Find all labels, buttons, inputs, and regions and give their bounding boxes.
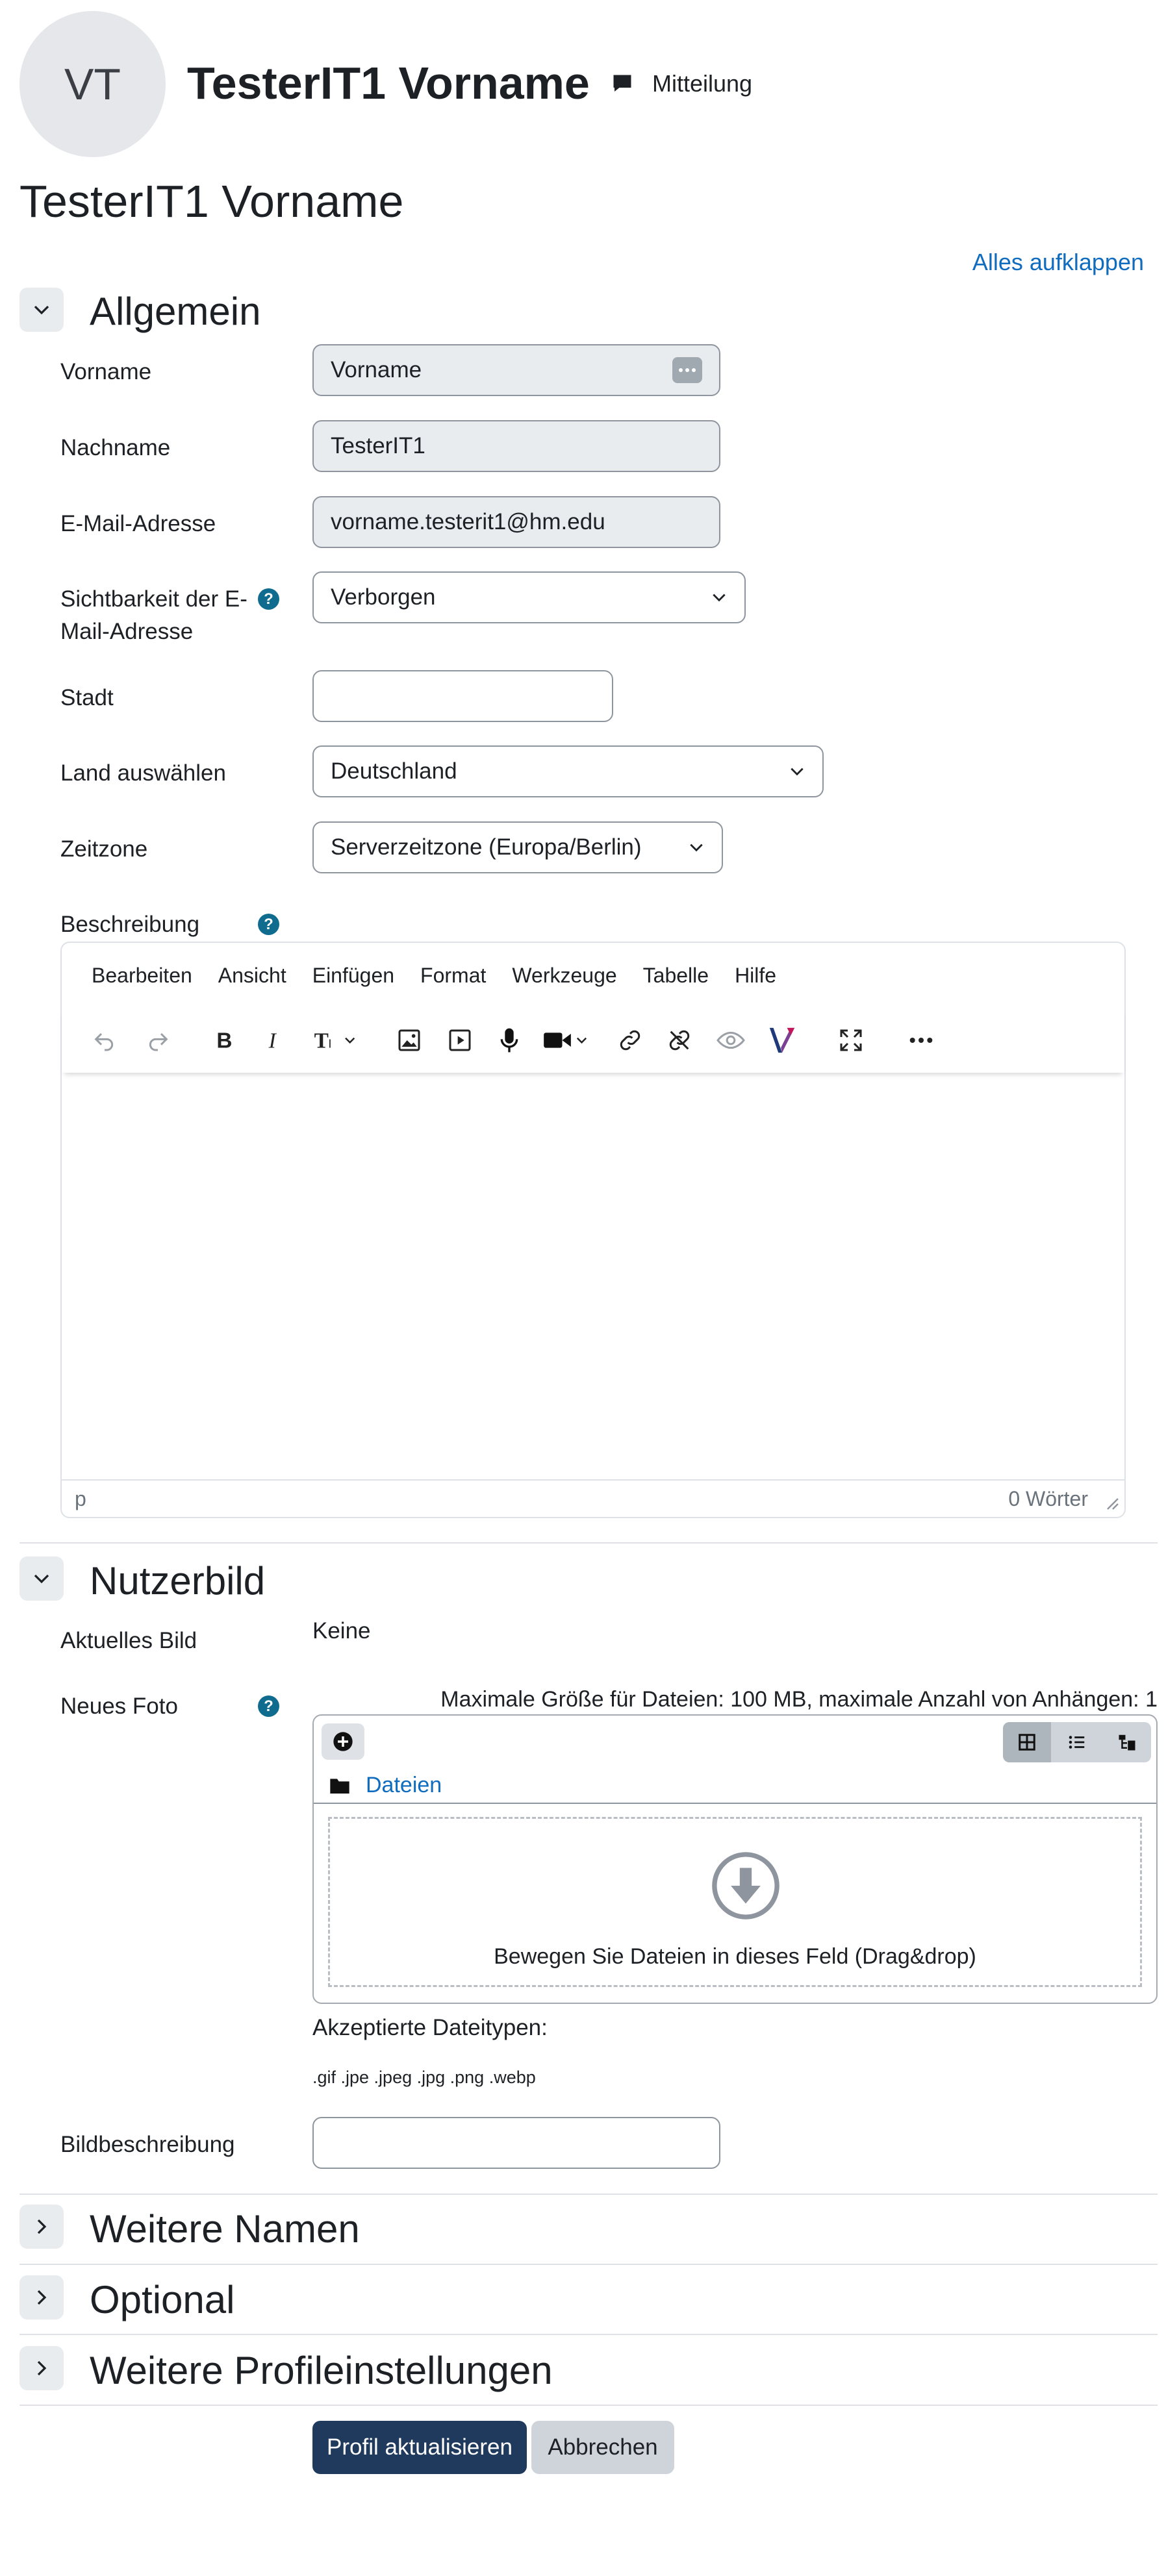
timezone-value: Serverzeitzone (Europa/Berlin): [331, 834, 642, 860]
editor-statusbar: [62, 1479, 1124, 1517]
firstname-label: Vorname: [60, 359, 152, 384]
country-value: Deutschland: [331, 758, 457, 784]
undo-icon[interactable]: [86, 1022, 123, 1058]
chevron-down-icon: [688, 839, 705, 856]
svg-text:T: T: [314, 1029, 329, 1053]
cancel-button[interactable]: Abbrechen: [531, 2421, 674, 2474]
rich-text-editor[interactable]: [60, 942, 1126, 1518]
section-divider: [19, 2264, 1158, 2265]
element-path[interactable]: p: [75, 1487, 86, 1510]
chevron-right-icon: [32, 2358, 51, 2378]
tree-view-icon[interactable]: [1103, 1722, 1151, 1762]
page-title: TesterIT1 Vorname: [19, 176, 404, 227]
section-title-optional[interactable]: Optional: [90, 2278, 235, 2321]
section-title-general: Allgemein: [90, 290, 261, 333]
firstname-field[interactable]: [312, 344, 720, 396]
lastname-label: Nachname: [60, 435, 171, 460]
view-mode-switcher: [1003, 1722, 1151, 1762]
chevron-down-icon: [711, 589, 728, 606]
autofill-dots-icon: [672, 357, 702, 383]
italic-icon[interactable]: [260, 1022, 288, 1058]
resize-handle-icon[interactable]: [1104, 1495, 1119, 1510]
accepted-types-list: .gif .jpe .jpeg .jpg .png .webp: [312, 2068, 536, 2087]
email-visibility-label-line2: Mail-Adresse: [60, 619, 194, 644]
user-fullname-heading: TesterIT1 Vorname: [187, 58, 590, 108]
firstname-value: Vorname: [331, 357, 422, 382]
chevron-down-icon: [789, 763, 805, 780]
svg-text:B: B: [216, 1029, 233, 1053]
link-icon[interactable]: [613, 1022, 648, 1058]
expand-all-link[interactable]: Alles aufklappen: [972, 249, 1144, 275]
country-select[interactable]: [312, 745, 824, 797]
section-divider: [19, 2194, 1158, 2195]
media-icon[interactable]: [442, 1022, 477, 1058]
city-label: Stadt: [60, 685, 114, 710]
email-label: E-Mail-Adresse: [60, 511, 216, 536]
editor-menu-table[interactable]: Tabelle: [642, 963, 709, 987]
lastname-value: TesterIT1: [331, 433, 425, 458]
file-picker: [312, 1714, 1158, 2004]
video-camera-icon[interactable]: [536, 1022, 598, 1058]
section-toggle-general[interactable]: [19, 288, 64, 332]
chevron-right-icon: [32, 2217, 51, 2236]
editor-menu-edit[interactable]: Bearbeiten: [92, 963, 192, 987]
email-visibility-label-line1: Sichtbarkeit der E-: [60, 586, 247, 612]
help-icon-description[interactable]: ?: [258, 914, 279, 935]
current-picture-value: Keine: [312, 1618, 371, 1644]
add-file-button[interactable]: [322, 1723, 364, 1760]
timezone-select[interactable]: [312, 821, 723, 873]
accepted-types-label: Akzeptierte Dateitypen:: [312, 2015, 548, 2040]
description-label: Beschreibung: [60, 912, 200, 937]
redo-icon[interactable]: [140, 1022, 176, 1058]
plus-circle-icon: [333, 1731, 353, 1752]
email-value: vorname.testerit1@hm.edu: [331, 509, 605, 534]
drop-zone-text: Bewegen Sie Dateien in dieses Feld (Drag&drop): [494, 1944, 976, 1969]
section-toggle-userpic[interactable]: [19, 1557, 64, 1601]
wiris-math-icon[interactable]: [765, 1022, 800, 1058]
email-visibility-value: Verborgen: [331, 584, 436, 610]
section-title-userpic: Nutzerbild: [90, 1559, 266, 1603]
editor-content-area[interactable]: [62, 1073, 1124, 1482]
help-icon-new-picture[interactable]: ?: [258, 1695, 279, 1717]
upload-limits-info: Maximale Größe für Dateien: 100 MB, maximale Anzahl von Anhängen: 1: [440, 1687, 1158, 1712]
image-icon[interactable]: [392, 1022, 427, 1058]
message-button[interactable]: [611, 70, 752, 97]
image-alt-label: Bildbeschreibung: [60, 2132, 235, 2157]
editor-menubar: [62, 943, 802, 1008]
current-picture-label: Aktuelles Bild: [60, 1628, 197, 1653]
chevron-down-icon: [32, 300, 51, 319]
speech-bubble-icon: [611, 72, 634, 95]
bold-icon[interactable]: [208, 1022, 240, 1058]
list-view-icon[interactable]: [1053, 1722, 1101, 1762]
editor-menu-view[interactable]: Ansicht: [218, 963, 286, 987]
section-divider: [19, 2405, 1158, 2406]
file-picker-divider: [314, 1803, 1156, 1804]
timezone-label: Zeitzone: [60, 836, 148, 862]
section-toggle-optional[interactable]: [19, 2275, 64, 2320]
unlink-icon[interactable]: [662, 1022, 697, 1058]
editor-toolbar: [62, 1008, 1124, 1073]
section-divider: [19, 2334, 1158, 2335]
section-toggle-profile-settings[interactable]: [19, 2346, 64, 2390]
update-profile-button[interactable]: Profil aktualisieren: [312, 2421, 527, 2474]
svg-text:I: I: [268, 1029, 276, 1053]
svg-text:I: I: [328, 1036, 332, 1051]
editor-menu-tools[interactable]: Werkzeuge: [512, 963, 617, 987]
folder-breadcrumb-link[interactable]: Dateien: [366, 1773, 442, 1797]
section-title-profile-settings[interactable]: Weitere Profileinstellungen: [90, 2349, 553, 2392]
microphone-icon[interactable]: [494, 1022, 525, 1058]
image-alt-input[interactable]: [312, 2117, 720, 2169]
help-icon-email-visibility[interactable]: ?: [258, 588, 279, 610]
font-size-icon[interactable]: [307, 1022, 364, 1058]
editor-menu-help[interactable]: Hilfe: [735, 963, 777, 987]
chevron-down-icon: [32, 1569, 51, 1588]
editor-menu-format[interactable]: Format: [420, 963, 487, 987]
more-dots-icon[interactable]: [904, 1022, 939, 1058]
email-visibility-select[interactable]: [312, 571, 746, 623]
city-input[interactable]: [312, 670, 613, 722]
section-title-more-names[interactable]: Weitere Namen: [90, 2207, 360, 2251]
chevron-right-icon: [32, 2288, 51, 2307]
country-label: Land auswählen: [60, 760, 226, 786]
message-button-label: Mitteilung: [652, 70, 753, 97]
section-divider: [19, 1542, 1158, 1544]
drop-zone[interactable]: [328, 1817, 1142, 1987]
download-arrow-icon: [710, 1850, 781, 1921]
new-picture-label: Neues Foto: [60, 1694, 178, 1719]
grid-view-icon[interactable]: [1003, 1722, 1051, 1762]
lastname-field[interactable]: [312, 420, 720, 472]
fullscreen-icon[interactable]: [833, 1022, 868, 1058]
folder-icon: [329, 1777, 350, 1795]
email-field[interactable]: [312, 496, 720, 548]
word-count[interactable]: 0 Wörter: [1008, 1487, 1088, 1510]
section-toggle-more-names[interactable]: [19, 2205, 64, 2249]
editor-menu-insert[interactable]: Einfügen: [312, 963, 395, 987]
user-avatar: VT: [19, 11, 166, 157]
eye-icon[interactable]: [711, 1022, 750, 1058]
